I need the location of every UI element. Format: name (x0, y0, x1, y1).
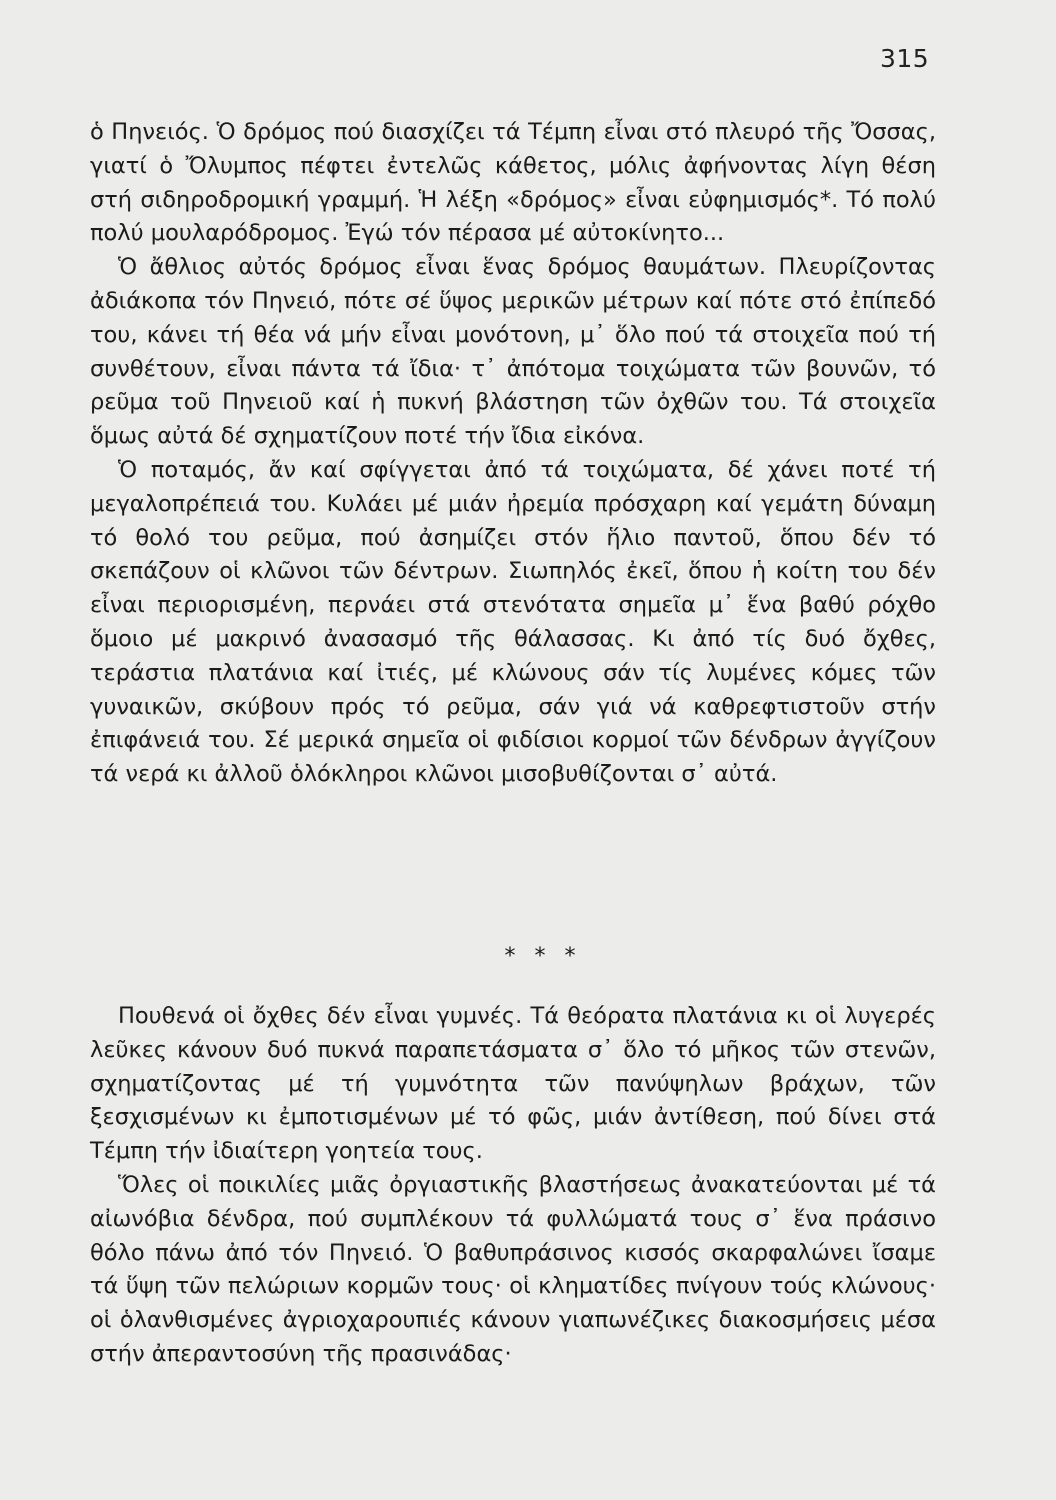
paragraph-2: Ὁ ἄθλιος αὐτός δρόμος εἶναι ἕνας δρόμος θαυμάτων. Πλευρίζοντας ἀδιάκοπα τόν Πηνειό, πότε σέ ὕψος μερικῶν μέτρων καί πότε στό ἐπίπεδό του, κάνει τή θέα νά μήν εἶναι μονότονη, μ᾽ ὅλο πού τά στοιχεῖα πού τή συνθέτουν, εἶναι πάντα τά ἴδια· τ᾽ ἀπότομα τοιχώματα τῶν βουνῶν, τό ρεῦμα τοῦ Πηνειοῦ καί ἡ πυκνή βλάστηση τῶν ὀχθῶν του. Τά στοιχεῖα ὅμως αὐτά δέ σχηματίζουν ποτέ τήν ἴδια εἰκόνα. (90, 254, 936, 450)
paragraph-1: ὁ Πηνειός. Ὁ δρόμος πού διασχίζει τά Τέμπη εἶναι στό πλευρό τῆς Ὄσσας, γιατί ὁ Ὄλυμπος πέφτει ἐντελῶς κάθετος, μόλις ἀφήνοντας λίγη θέση στή σιδηροδρομική γραμμή. Ἡ λέξη «δρόμος» εἶναι εὐφημισμός*. Τό πολύ πολύ μουλαρόδρομος. Ἐγώ τόν πέρασα μέ αὐτοκίνητο... (90, 119, 936, 247)
section-separator: * * * (504, 944, 582, 969)
page-number: 315 (880, 44, 930, 73)
paragraph-5: Ὅλες οἱ ποικιλίες μιᾶς ὀργιαστικῆς βλαστήσεως ἀνακατεύονται μέ τά αἰωνόβια δένδρα, πού συμπλέκουν τά φυλλώματά τους σ᾽ ἕνα πράσινο θόλο πάνω ἀπό τόν Πηνειό. Ὁ βαθυπράσινος κισσός σκαρφαλώνει ἴσαμε τά ὕψη τῶν πελώριων κορμῶν τους· οἱ κληματίδες πνίγουν τούς κλώνους· οἱ ὁλανθισμένες ἀγριοχαρουπιές κάνουν γιαπωνέζικες διακοσμήσεις μέσα στήν ἀπεραντοσύνη τῆς πρασινάδας· (90, 1171, 936, 1367)
paragraph-4: Πουθενά οἱ ὄχθες δέν εἶναι γυμνές. Τά θεόρατα πλατάνια κι οἱ λυγερές λεῦκες κάνουν δυό πυκνά παραπετάσματα σ᾽ ὅλο τό μῆκος τῶν στενῶν, σχηματίζοντας μέ τή γυμνότητα τῶν πανύψηλων βράχων, τῶν ξεσχισμένων κι ἐμποτισμένων μέ τό φῶς, μιάν ἀντίθεση, πού δίνει στά Τέμπη τήν ἰδιαίτερη γοητεία τους. (90, 1003, 936, 1165)
text-section-2 (90, 1000, 936, 1372)
text-section-1 (90, 116, 936, 792)
paragraph-3: Ὁ ποταμός, ἄν καί σφίγγεται ἀπό τά τοιχώματα, δέ χάνει ποτέ τή μεγαλοπρέπειά του. Κυλάει μέ μιάν ἠρεμία πρόσχαρη καί γεμάτη δύναμη τό θολό του ρεῦμα, πού ἀσημίζει στόν ἥλιο παντοῦ, ὅπου δέν τό σκεπάζουν οἱ κλῶνοι τῶν δέντρων. Σιωπηλός ἐκεῖ, ὅπου ἡ κοίτη του δέν εἶναι περιορισμένη, περνάει στά στενότατα σημεῖα μ᾽ ἕνα βαθύ ρόχθο ὅμοιο μέ μακρινό ἀνασασμό τῆς θάλασσας. Κι ἀπό τίς δυό ὄχθες, τεράστια πλατάνια καί ἰτιές, μέ κλώνους σάν τίς λυμένες κόμες τῶν γυναικῶν, σκύβουν πρός τό ρεῦμα, σάν γιά νά καθρεφτιστοῦν στήν ἐπιφάνειά του. Σέ μερικά σημεῖα οἱ φιδίσιοι κορμοί τῶν δένδρων ἀγγίζουν τά νερά κι ἀλλοῦ ὁλόκληροι κλῶνοι μισοβυθίζονται σ᾽ αὐτά. (90, 456, 936, 788)
